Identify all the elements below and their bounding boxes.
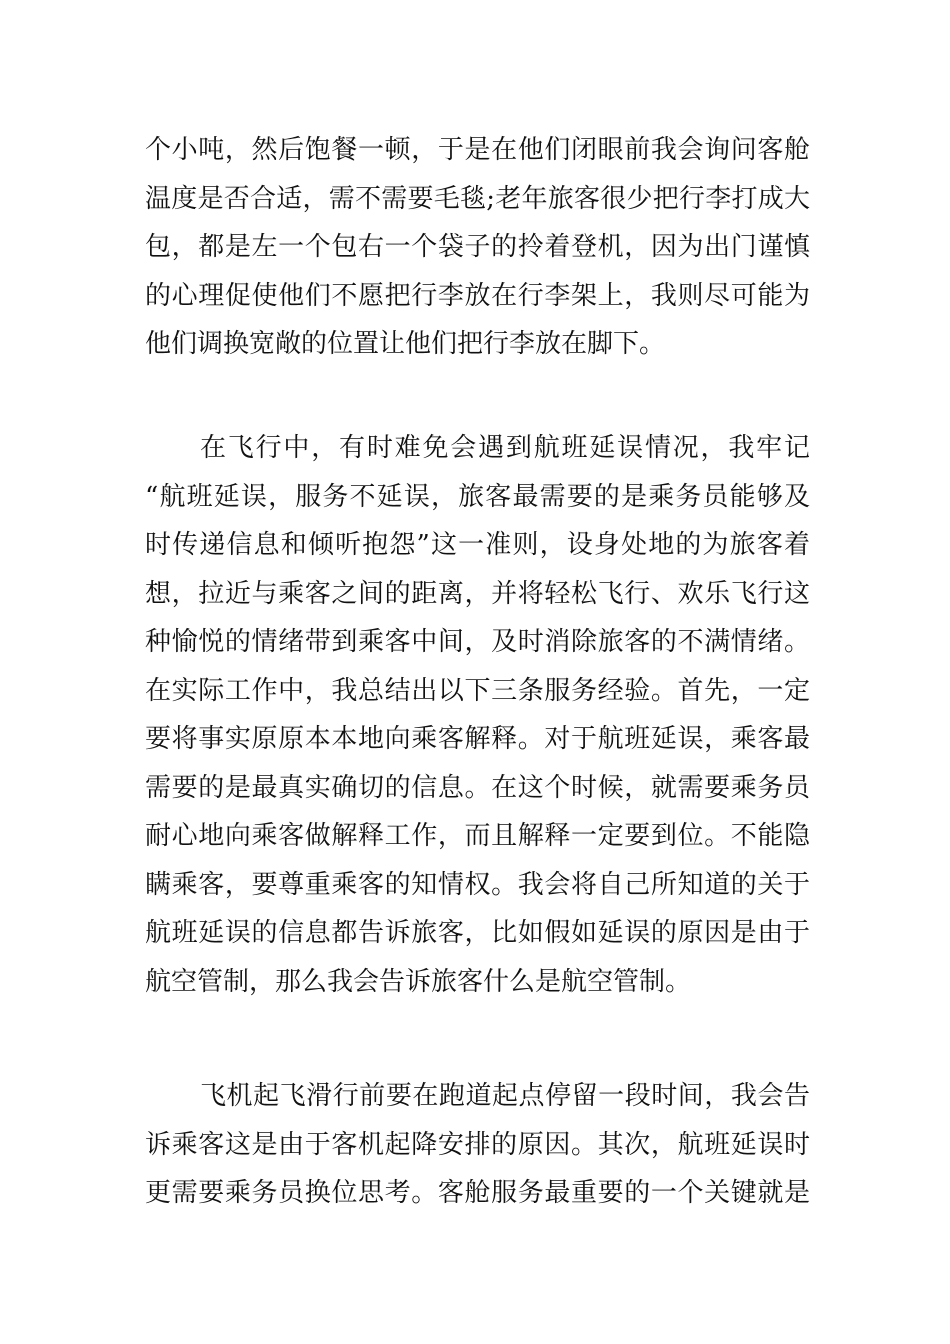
text-line: 耐心地向乘客做解释工作，而且解释一定要到位。不能隐 xyxy=(145,821,810,851)
paragraph-2 xyxy=(145,424,810,1006)
text-line: 想，拉近与乘客之间的距离，并将轻松飞行、欢乐飞行这 xyxy=(145,578,810,609)
text-line: 包，都是左一个包右一个袋子的拎着登机，因为出门谨慎 xyxy=(145,232,810,262)
text-line: 诉乘客这是由于客机起降安排的原因。其次，航班延误时 xyxy=(145,1129,810,1160)
text-line: 种愉悦的情绪带到乘客中间，及时消除旅客的不满情绪。 xyxy=(145,627,810,657)
text-line: 时传递信息和倾听抱怨”这一准则，设身处地的为旅客着 xyxy=(145,530,810,560)
paragraph-1 xyxy=(145,126,810,369)
text-line: 在飞行中，有时难免会遇到航班延误情况，我牢记 xyxy=(200,433,810,463)
text-line: 飞机起飞滑行前要在跑道起点停留一段时间，我会告 xyxy=(200,1081,810,1111)
text-line: 在实际工作中，我总结出以下三条服务经验。首先，一定 xyxy=(145,675,810,706)
text-line: 他们调换宽敞的位置让他们把行李放在脚下。 xyxy=(145,329,666,359)
text-line: 瞒乘客，要尊重乘客的知情权。我会将自己所知道的关于 xyxy=(145,869,810,900)
text-line: 温度是否合适，需不需要毛毯;老年旅客很少把行李打成大 xyxy=(145,183,810,214)
text-line: 航空管制，那么我会告诉旅客什么是航空管制。 xyxy=(145,966,692,997)
text-line: 需要的是最真实确切的信息。在这个时候，就需要乘务员 xyxy=(145,772,810,803)
text-line: 要将事实原原本本地向乘客解释。对于航班延误，乘客最 xyxy=(145,724,810,754)
text-line: 的心理促使他们不愿把行李放在行李架上，我则尽可能为 xyxy=(145,280,810,311)
text-line: 航班延误的信息都告诉旅客，比如假如延误的原因是由于 xyxy=(145,918,810,948)
paragraph-3 xyxy=(145,1072,810,1218)
text-line: 个小吨，然后饱餐一顿，于是在他们闭眼前我会询问客舱 xyxy=(145,135,810,165)
text-line: 更需要乘务员换位思考。客舱服务最重要的一个关键就是 xyxy=(145,1178,810,1208)
text-line: “航班延误，服务不延误，旅客最需要的是乘务员能够及 xyxy=(145,481,810,512)
